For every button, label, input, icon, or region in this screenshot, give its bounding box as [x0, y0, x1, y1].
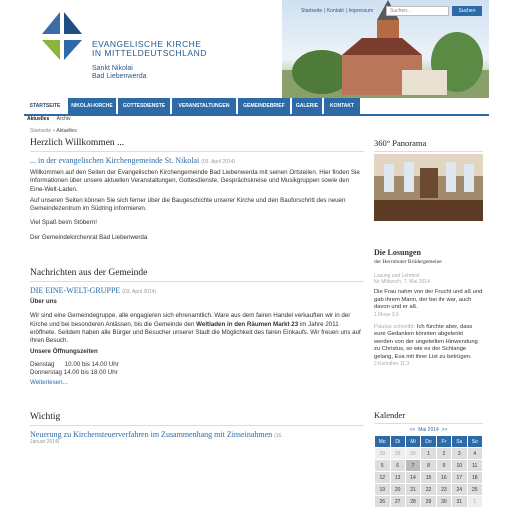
welcome-title: Herzlich Willkommen ...	[30, 138, 125, 148]
divider	[30, 281, 364, 282]
top-links: Startseite | Kontakt | Impressum	[301, 8, 374, 14]
calendar-day[interactable]: 16	[436, 472, 451, 484]
lehrtext-body: Ich fürchte aber, dass eure Gedanken könnten abgelenkt werden von der ungeteilten Hinwendung zu Christus, so wie es der Schlange gelang, Eva mit ihrer List zu betrügen.	[374, 323, 478, 360]
welcome-paragraph-1: Willkommen auf den Seiten der Evangelischen Kirchengemeinde Bad Liebenwerda mit seinen Ortsteilen. Hier finden Sie Informationen über unsere aktuellen Veranstaltungen, Gottesdienste, Gesprächskreise und Musikgruppen sowie den Eine-Welt-Laden.	[30, 169, 360, 193]
nav-gottesdienste[interactable]: GOTTESDIENSTE	[118, 98, 170, 114]
losung-reference: 1.Mose 3,6	[374, 311, 399, 318]
org-place-1: Sankt Nikolai	[92, 65, 133, 72]
news-heading[interactable]: DIE EINE-WELT-GRUPPE	[30, 286, 121, 296]
calendar-day[interactable]: 12	[375, 472, 391, 484]
calendar-day[interactable]: 17	[452, 472, 467, 484]
calendar-month-nav[interactable]: << Mai 2014 >>	[409, 427, 448, 433]
losungen-title: Die Losungen	[374, 248, 421, 257]
calendar-week-row	[375, 448, 483, 460]
calendar-day[interactable]: 29	[390, 448, 405, 460]
calendar-day-header: Di	[390, 436, 405, 448]
lehrtext-reference: 2.Korinther 11,3	[374, 361, 410, 367]
nav-gemeindebrief[interactable]: GEMEINDEBRIEF	[238, 98, 290, 114]
calendar-day[interactable]: 9	[436, 460, 451, 472]
losungen-date: für Mittwoch, 7. Mai 2014	[374, 279, 430, 285]
breadcrumb	[30, 128, 77, 134]
calendar-day[interactable]: 8	[421, 460, 436, 472]
calendar-day-header: Fr	[436, 436, 451, 448]
calendar-day[interactable]: 6	[390, 460, 405, 472]
calendar-day-header: Do	[421, 436, 436, 448]
org-line-1: EVANGELISCHE KIRCHE	[92, 39, 202, 49]
calendar-day[interactable]: 4	[467, 448, 483, 460]
calendar-day-header: Mo	[375, 436, 391, 448]
calendar-day-header: Mi	[405, 436, 420, 448]
news-heading-row	[30, 286, 364, 295]
losungen-section	[374, 248, 483, 367]
calendar-day-header: So	[467, 436, 483, 448]
church-interior-illustration	[374, 154, 483, 221]
calendar-day[interactable]: 24	[452, 484, 467, 496]
calendar-day[interactable]: 10	[452, 460, 467, 472]
nav-veranstaltungen[interactable]: VERANSTALTUNGEN	[172, 98, 236, 114]
news-about-heading: Über uns	[30, 298, 57, 306]
calendar-day-header: Sa	[452, 436, 467, 448]
toplink-startseite[interactable]: Startseite	[301, 8, 323, 14]
calendar-day[interactable]: 13	[390, 472, 405, 484]
calendar-day[interactable]: 30	[436, 496, 451, 508]
important-heading[interactable]: Neuerung zu Kirchensteuerverfahren im Zusammenhang mit Zinseinahmen	[30, 429, 273, 439]
calendar-day[interactable]: 28	[375, 448, 391, 460]
divider	[30, 151, 364, 152]
calendar-day[interactable]: 20	[390, 484, 405, 496]
calendar-day[interactable]: 1	[421, 448, 436, 460]
calendar-day[interactable]: 5	[375, 460, 391, 472]
important-heading-row	[30, 430, 364, 439]
calendar-day[interactable]: 25	[467, 484, 483, 496]
calendar-day[interactable]: 15	[421, 472, 436, 484]
welcome-paragraph-2: Auf unseren Seiten können Sie sich ferner über die Baugeschichte unserer Kirche und den Bauforschritt des neuen Gemeindezentrum im Südring informieren.	[30, 196, 346, 213]
calendar-week-row	[375, 460, 483, 472]
panorama-image[interactable]	[374, 154, 483, 221]
news-text-bold: Weltladen in den Räumen Markt 23	[196, 320, 299, 328]
calendar-header-row	[375, 436, 483, 448]
calendar-week-row	[375, 472, 483, 484]
hours-line-2: Donnerstag 14.00 bis 18.00 Uhr	[30, 369, 118, 377]
org-line-2: IN MITTELDEUTSCHLAND	[92, 48, 207, 58]
news-paragraph	[30, 312, 364, 345]
losungen-subtitle: der Herrnhuter Brüdergemeine	[374, 259, 442, 265]
toplink-impressum[interactable]: Impressum	[348, 8, 374, 14]
org-name	[92, 40, 207, 58]
losung-text: Die Frau nahm von der Frucht und aß und gab ihrem Mann, der bei ihr war, auch davon und er aß.	[374, 289, 483, 310]
welcome-date: (03. April 2014)	[201, 159, 236, 165]
calendar-day[interactable]: 28	[405, 496, 420, 508]
main-nav	[24, 98, 489, 116]
welcome-heading-row	[30, 156, 364, 165]
sub-nav	[24, 116, 74, 124]
calendar-day[interactable]: 29	[421, 496, 436, 508]
nav-startseite[interactable]: STARTSEITE	[24, 98, 66, 114]
divider	[374, 151, 483, 152]
hours-title: Unsere Öffnungszeiten	[30, 347, 98, 355]
org-place	[92, 65, 147, 81]
losungen-label: Losung und Lehrtext	[374, 273, 420, 279]
search-button[interactable]: Suchen	[452, 6, 482, 16]
news-date: (03. April 2014)	[122, 289, 157, 296]
calendar-day[interactable]: 26	[375, 496, 391, 508]
calendar-week-row	[375, 484, 483, 496]
news-text-c: im Jahre 2011 eröffnete. Seitdem haben alle Bürger und Besucher unserer Stadt die Möglichkeit des fairen Einkaufs. Wir freuen uns auf Ihren Besuch.	[30, 320, 361, 345]
welcome-paragraph-4: Der Gemeindekirchenrat Bad Liebenwerda	[30, 233, 148, 241]
calendar-title: Kalender	[374, 410, 406, 420]
calendar-day[interactable]: 1	[467, 496, 483, 508]
calendar-day[interactable]: 11	[467, 460, 483, 472]
main-content	[30, 138, 364, 445]
nav-nikolai-kirche[interactable]: NIKOLAI-KIRCHE	[68, 98, 116, 114]
calendar-day[interactable]: 30	[405, 448, 420, 460]
toplink-kontakt[interactable]: Kontakt	[326, 8, 344, 14]
breadcrumb-current: Aktuelles	[56, 128, 77, 134]
subnav-aktuelles[interactable]: Aktuelles	[27, 116, 50, 122]
calendar-grid	[374, 435, 483, 508]
calendar-day[interactable]: 18	[467, 472, 483, 484]
news-text-a: Wir sind eine Gemeindegruppe, alle engagieren sich ehrenamtlich. Ware aus dem fairen Handel verkauften wir in der Kirche und bei besonderen Anlässen, bis die Gemeinde den	[30, 312, 351, 328]
welcome-heading[interactable]: ... in der evangelischen Kirchengemeinde St. Nikolai	[30, 156, 200, 165]
hours-line-1: Dienstag 10.00 bis 14.00 Uhr	[30, 360, 119, 368]
calendar-day[interactable]: 31	[452, 496, 467, 508]
important-date-a: (16.	[274, 432, 283, 439]
important-title: Wichtig	[30, 411, 61, 422]
calendar-week-row	[375, 496, 483, 508]
calendar-day[interactable]: 27	[390, 496, 405, 508]
lehrtext-intro: Paulus schreibt:	[374, 323, 416, 330]
calendar-day[interactable]: 23	[436, 484, 451, 496]
news-title: Nachrichten aus der Gemeinde	[30, 268, 148, 279]
calendar-day[interactable]: 19	[375, 484, 391, 496]
divider	[374, 423, 483, 424]
calendar-day[interactable]: 3	[452, 448, 467, 460]
welcome-paragraph-3: Viel Spaß beim Stöbern!	[30, 219, 97, 227]
org-place-2: Bad Liebenwerda	[92, 73, 147, 80]
calendar-day[interactable]: 22	[421, 484, 436, 496]
lehrtext	[374, 324, 483, 362]
calendar-day[interactable]: 14	[405, 472, 420, 484]
calendar-section	[374, 410, 483, 508]
calendar-day-today[interactable]: 7	[405, 460, 420, 472]
breadcrumb-separator: »	[52, 128, 56, 134]
important-date-b: Januar 2014)	[30, 438, 60, 445]
nav-kontakt[interactable]: KONTAKT	[324, 98, 360, 114]
nav-galerie[interactable]: GALERIE	[292, 98, 322, 114]
read-more-link[interactable]: Weiterlesen...	[30, 379, 68, 387]
breadcrumb-home[interactable]: Startseite	[30, 128, 52, 134]
calendar-day[interactable]: 2	[436, 448, 451, 460]
search-input[interactable]: Suchen...	[386, 6, 449, 16]
divider	[30, 425, 364, 426]
church-logo-icon	[38, 12, 84, 66]
sidebar	[374, 138, 483, 505]
panorama-title: 360° Panorama	[374, 138, 427, 148]
calendar-day[interactable]: 21	[405, 484, 420, 496]
subnav-archiv[interactable]: Archiv	[56, 116, 71, 122]
